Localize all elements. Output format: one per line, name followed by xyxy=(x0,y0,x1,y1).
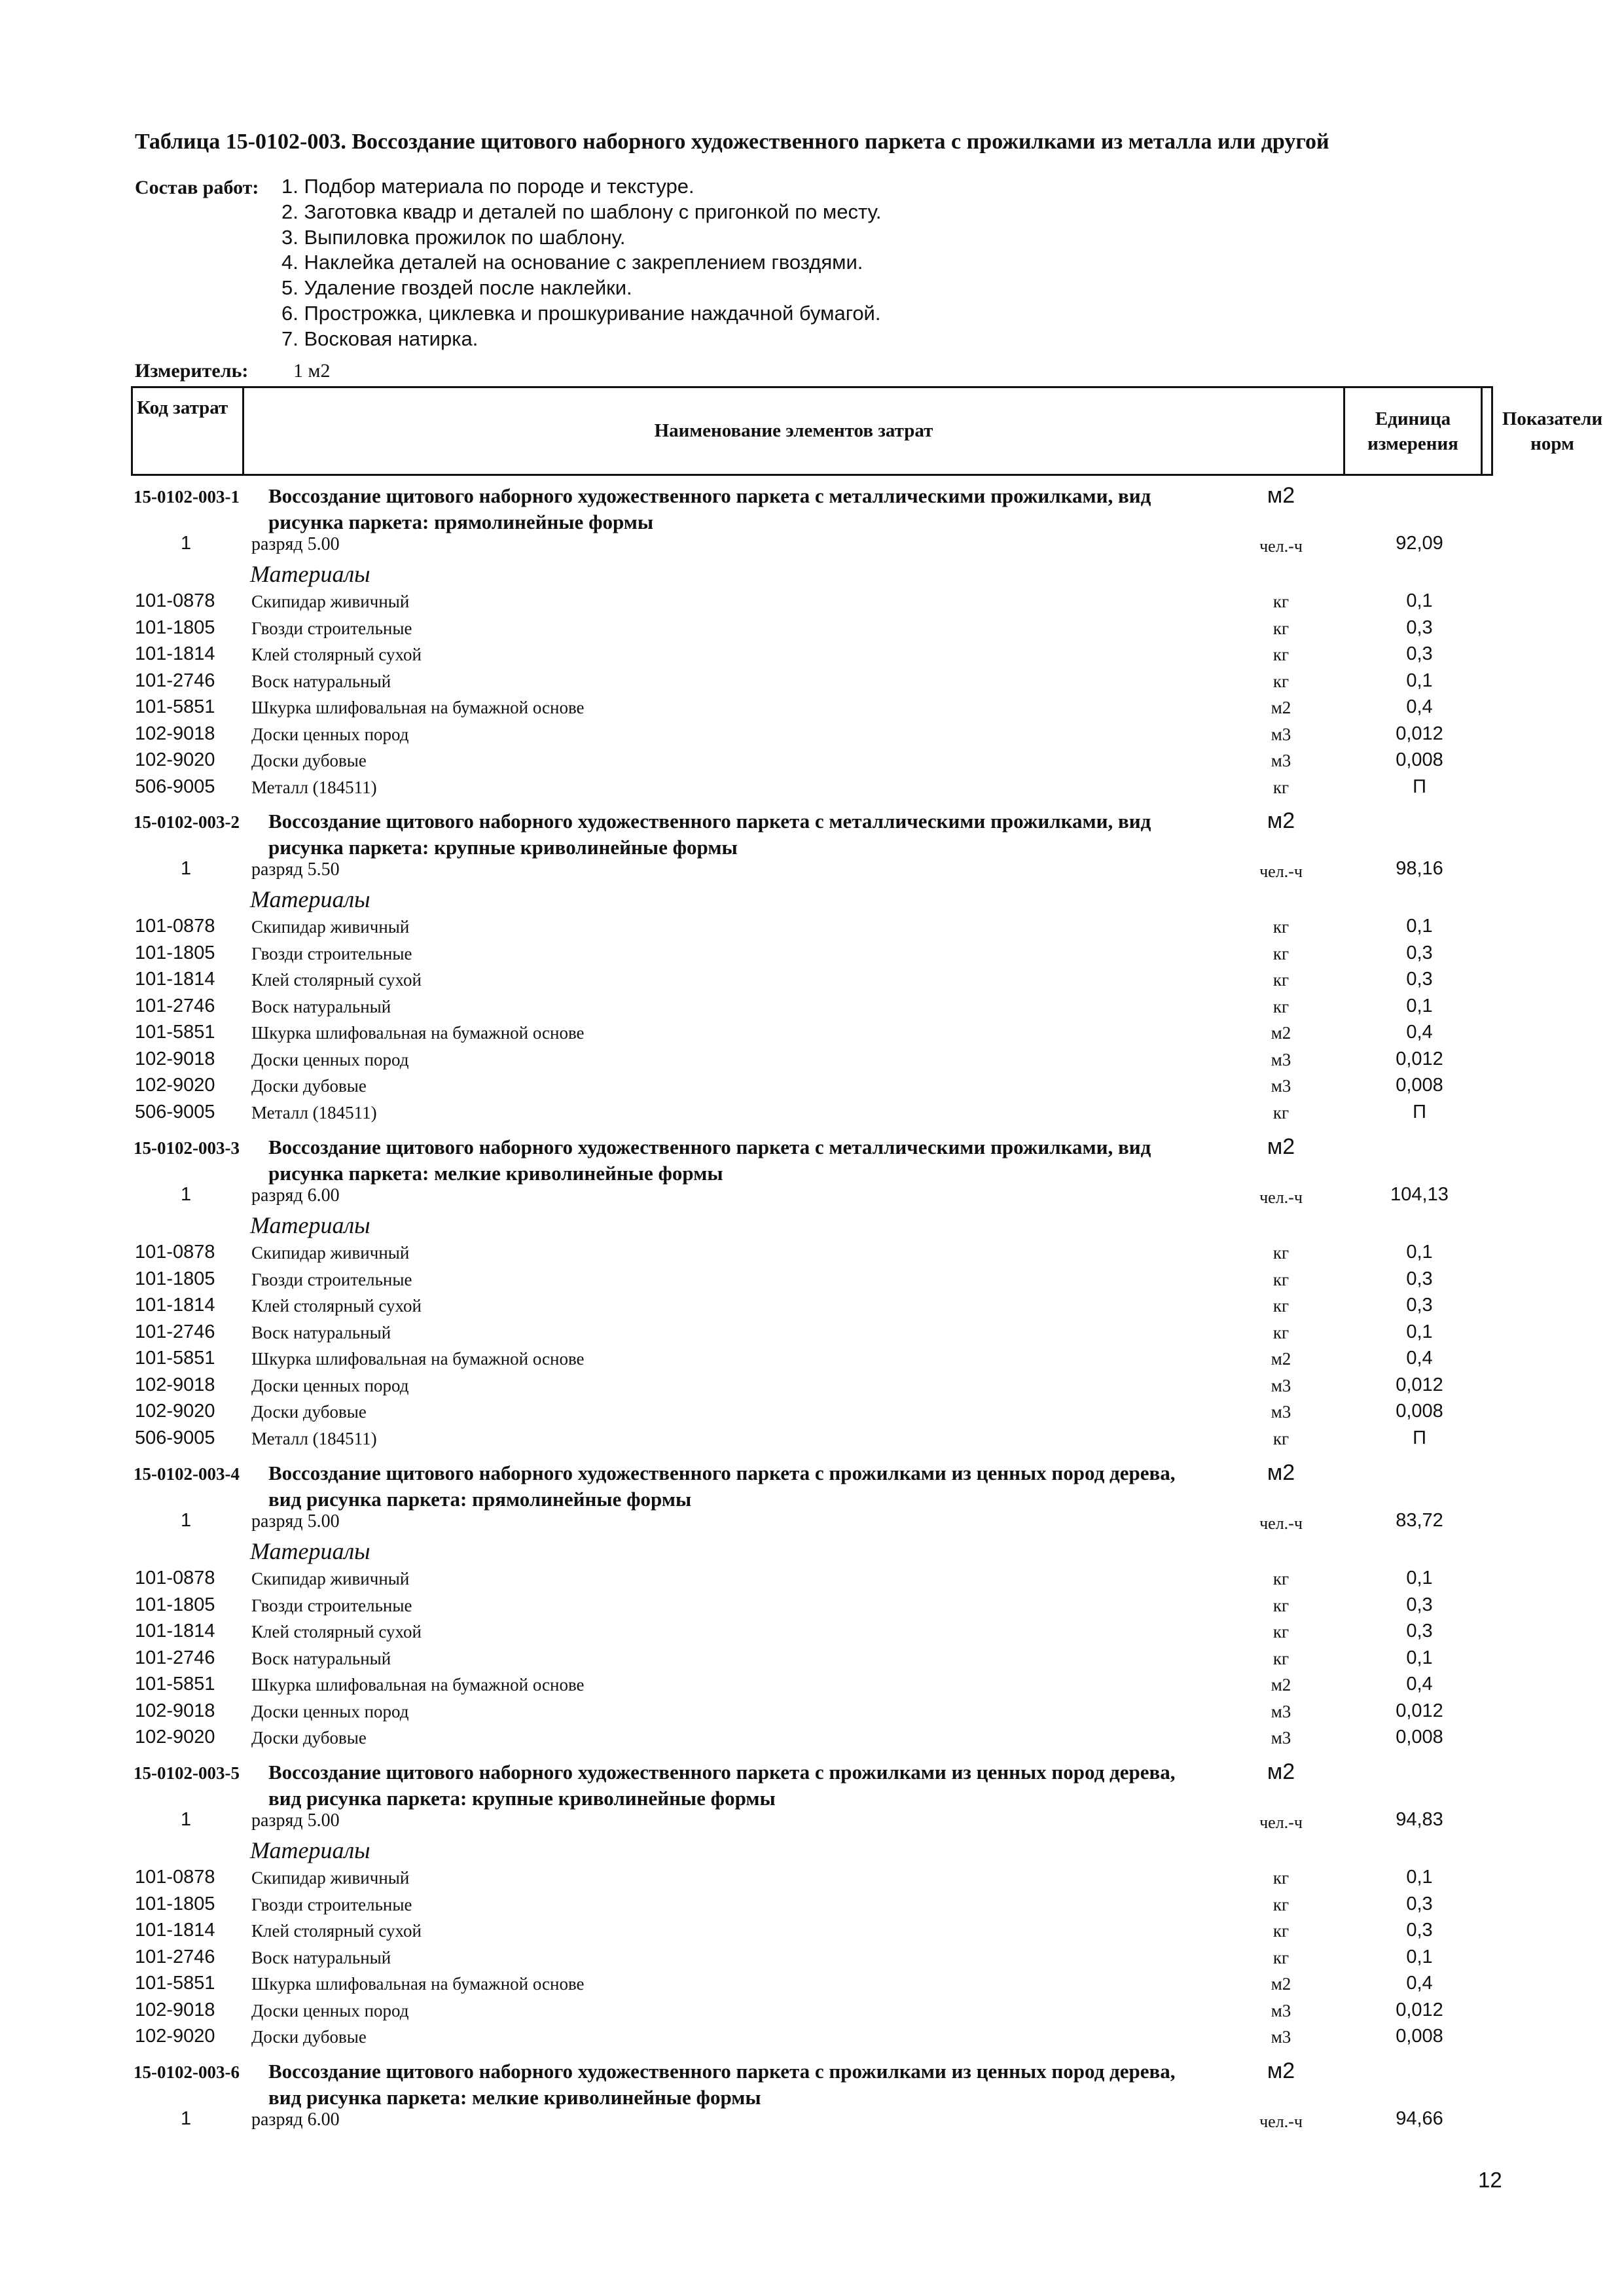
material-value: 0,4 xyxy=(1406,1348,1433,1369)
material-value: 0,3 xyxy=(1406,1594,1433,1615)
material-unit: кг xyxy=(1272,996,1290,1016)
material-value: 0,4 xyxy=(1406,1973,1433,1994)
labor-unit: чел.-ч xyxy=(1259,1813,1303,1832)
material-code: 101-1805 xyxy=(135,1893,215,1914)
material-name: Шкурка шлифовальная на бумажной основе xyxy=(251,1023,585,1043)
section-code: 15-0102-003-1 xyxy=(134,487,240,507)
meter-value: 1 м2 xyxy=(293,360,331,382)
material-code: 101-1814 xyxy=(135,1295,215,1316)
material-code: 506-9005 xyxy=(135,1427,215,1448)
material-value: 0,1 xyxy=(1406,1946,1433,1967)
materials-heading: Материалы xyxy=(250,886,370,912)
material-value: 0,1 xyxy=(1406,916,1433,937)
material-code: 101-2746 xyxy=(135,1647,215,1668)
material-name: Воск натуральный xyxy=(251,1947,391,1967)
labor-name: разряд 6.00 xyxy=(251,1185,340,1206)
material-name: Воск натуральный xyxy=(251,1322,391,1342)
material-unit: м3 xyxy=(1271,2027,1291,2047)
section-code: 15-0102-003-6 xyxy=(134,2062,240,2082)
labor-value: 94,66 xyxy=(1396,2108,1443,2129)
material-name: Доски дубовые xyxy=(251,2027,367,2047)
header-unit-label: Единица измерения xyxy=(1367,408,1458,454)
material-value: 0,4 xyxy=(1406,1022,1433,1043)
material-name: Доски дубовые xyxy=(251,1076,367,1096)
header-norm-cell xyxy=(1483,388,1622,474)
material-unit: кг xyxy=(1272,1894,1290,1914)
material-unit: м3 xyxy=(1271,1076,1291,1096)
labor-code: 1 xyxy=(181,858,192,879)
header-norm-label: Показатели норм xyxy=(1502,408,1603,454)
work-item: 5. Удаление гвоздей после наклейки. xyxy=(281,276,632,300)
labor-unit: чел.-ч xyxy=(1259,537,1303,556)
labor-unit: чел.-ч xyxy=(1259,862,1303,881)
work-item: 4. Наклейка деталей на основание с закреплением гвоздями. xyxy=(281,251,863,274)
material-value: 0,008 xyxy=(1396,1075,1443,1096)
material-value: 0,4 xyxy=(1406,1674,1433,1695)
labor-code: 1 xyxy=(181,2108,192,2129)
material-code: 102-9018 xyxy=(135,1374,215,1395)
material-value: П xyxy=(1413,1427,1426,1448)
labor-name: разряд 5.00 xyxy=(251,1511,340,1532)
labor-name: разряд 6.00 xyxy=(251,2109,340,2130)
material-name: Гвозди строительные xyxy=(251,1269,412,1289)
material-value: П xyxy=(1413,776,1426,797)
labor-value: 83,72 xyxy=(1396,1510,1443,1531)
material-unit: м3 xyxy=(1271,1375,1291,1395)
labor-unit: чел.-ч xyxy=(1259,2112,1303,2131)
material-unit: кг xyxy=(1272,970,1290,990)
material-name: Доски ценных пород xyxy=(251,2000,409,2020)
material-code: 102-9020 xyxy=(135,1727,215,1748)
material-name: Шкурка шлифовальная на бумажной основе xyxy=(251,1974,585,1994)
material-name: Металл (184511) xyxy=(251,1428,377,1448)
work-composition-list xyxy=(281,174,882,352)
material-unit: м3 xyxy=(1271,1701,1291,1721)
material-name: Шкурка шлифовальная на бумажной основе xyxy=(251,1349,585,1369)
material-unit: кг xyxy=(1272,917,1290,937)
section-code: 15-0102-003-5 xyxy=(134,1763,240,1783)
material-code: 101-0878 xyxy=(135,1242,215,1263)
section-name-line: Воссоздание щитового наборного художественного паркета с прожилками из ценных пород дерева, xyxy=(268,1761,1176,1784)
material-code: 101-1805 xyxy=(135,617,215,638)
material-code: 101-1814 xyxy=(135,1621,215,1641)
section-name-line: рисунка паркета: крупные криволинейные формы xyxy=(268,836,738,859)
material-code: 102-9018 xyxy=(135,1700,215,1721)
material-name: Металл (184511) xyxy=(251,1102,377,1122)
material-name: Клей столярный сухой xyxy=(251,1921,422,1941)
material-name: Доски ценных пород xyxy=(251,1701,409,1721)
material-value: 0,1 xyxy=(1406,590,1433,611)
material-unit: м3 xyxy=(1271,2000,1291,2020)
section-name-line: Воссоздание щитового наборного художественного паркета с металлическими прожилками, вид xyxy=(268,484,1151,507)
material-name: Доски ценных пород xyxy=(251,1049,409,1069)
labor-value: 98,16 xyxy=(1396,858,1443,879)
material-value: 0,012 xyxy=(1396,1700,1443,1721)
material-name: Доски дубовые xyxy=(251,1728,367,1748)
material-code: 101-1805 xyxy=(135,1594,215,1615)
work-composition-label: Состав работ: xyxy=(135,177,259,198)
material-code: 101-2746 xyxy=(135,670,215,691)
section-name-line: рисунка паркета: прямолинейные формы xyxy=(268,511,654,533)
labor-name: разряд 5.00 xyxy=(251,534,340,554)
table-title: Таблица 15-0102-003. Воссоздание щитового наборного художественного паркета с прожилками из металла или другой xyxy=(135,130,1329,154)
material-value: 0,3 xyxy=(1406,617,1433,638)
section-unit: м2 xyxy=(1267,808,1295,833)
material-unit: м3 xyxy=(1271,1402,1291,1422)
material-name: Клей столярный сухой xyxy=(251,1622,422,1641)
material-name: Гвозди строительные xyxy=(251,943,412,963)
material-code: 101-5851 xyxy=(135,1022,215,1043)
material-code: 101-0878 xyxy=(135,1568,215,1588)
section-name xyxy=(268,483,1151,535)
material-name: Шкурка шлифовальная на бумажной основе xyxy=(251,1675,585,1695)
material-code: 101-0878 xyxy=(135,1867,215,1888)
material-value: 0,012 xyxy=(1396,1999,1443,2020)
material-value: 0,1 xyxy=(1406,1647,1433,1668)
material-value: 0,008 xyxy=(1396,1727,1443,1748)
labor-name: разряд 5.00 xyxy=(251,1810,340,1831)
header-code-cell xyxy=(133,388,244,474)
materials-heading: Материалы xyxy=(250,1837,370,1863)
material-value: 0,3 xyxy=(1406,1295,1433,1316)
material-name: Скипидар живичный xyxy=(251,917,410,937)
material-code: 101-5851 xyxy=(135,696,215,717)
material-code: 101-2746 xyxy=(135,995,215,1016)
material-unit: кг xyxy=(1272,1921,1290,1941)
section-name-line: вид рисунка паркета: крупные криволинейные формы xyxy=(268,1787,776,1810)
material-unit: кг xyxy=(1272,592,1290,611)
material-name: Гвозди строительные xyxy=(251,1595,412,1615)
material-unit: кг xyxy=(1272,1102,1290,1122)
material-code: 101-2746 xyxy=(135,1946,215,1967)
material-unit: м2 xyxy=(1271,1675,1291,1695)
material-name: Воск натуральный xyxy=(251,996,391,1016)
labor-value: 92,09 xyxy=(1396,533,1443,554)
material-code: 102-9018 xyxy=(135,1048,215,1069)
material-code: 102-9020 xyxy=(135,1401,215,1422)
section-unit: м2 xyxy=(1267,1759,1295,1784)
material-value: 0,3 xyxy=(1406,1893,1433,1914)
material-value: 0,4 xyxy=(1406,696,1433,717)
material-code: 102-9020 xyxy=(135,1075,215,1096)
section-name-line: рисунка паркета: мелкие криволинейные формы xyxy=(268,1162,723,1185)
material-unit: кг xyxy=(1272,645,1290,664)
work-item: 2. Заготовка квадр и деталей по шаблону с пригонкой по месту. xyxy=(281,200,882,223)
section-name-line: вид рисунка паркета: мелкие криволинейные формы xyxy=(268,2086,761,2109)
material-name: Клей столярный сухой xyxy=(251,1296,422,1316)
materials-heading: Материалы xyxy=(250,1538,370,1564)
material-value: 0,012 xyxy=(1396,1048,1443,1069)
material-value: 0,3 xyxy=(1406,1621,1433,1641)
section-name xyxy=(268,1134,1151,1187)
labor-code: 1 xyxy=(181,1809,192,1830)
material-name: Скипидар живичный xyxy=(251,1868,410,1888)
section-name-line: вид рисунка паркета: прямолинейные формы xyxy=(268,1488,692,1511)
material-code: 102-9018 xyxy=(135,723,215,744)
material-value: 0,3 xyxy=(1406,1920,1433,1941)
material-value: 0,008 xyxy=(1396,749,1443,770)
section-name xyxy=(268,2058,1175,2111)
material-value: 0,1 xyxy=(1406,995,1433,1016)
labor-code: 1 xyxy=(181,1184,192,1205)
work-item: 3. Выпиловка прожилок по шаблону. xyxy=(281,225,626,249)
section-name-line: Воссоздание щитового наборного художественного паркета с металлическими прожилками, вид xyxy=(268,1136,1151,1158)
section-name-line: Воссоздание щитового наборного художественного паркета с прожилками из ценных пород дерева, xyxy=(268,2060,1176,2083)
section-unit: м2 xyxy=(1267,1134,1295,1159)
material-value: 0,3 xyxy=(1406,969,1433,990)
material-unit: м3 xyxy=(1271,751,1291,770)
section-name xyxy=(268,1460,1175,1513)
material-value: 0,1 xyxy=(1406,1568,1433,1588)
material-code: 102-9020 xyxy=(135,2026,215,2047)
section-code: 15-0102-003-3 xyxy=(134,1138,240,1158)
material-code: 101-0878 xyxy=(135,916,215,937)
material-value: 0,008 xyxy=(1396,2026,1443,2047)
material-code: 101-1805 xyxy=(135,1268,215,1289)
material-unit: м3 xyxy=(1271,1049,1291,1069)
material-unit: кг xyxy=(1272,1322,1290,1342)
material-unit: м2 xyxy=(1271,1974,1291,1994)
material-code: 101-1814 xyxy=(135,643,215,664)
meter-label: Измеритель: xyxy=(135,360,249,382)
labor-name: разряд 5.50 xyxy=(251,859,340,880)
section-name xyxy=(268,1759,1175,1812)
material-unit: кг xyxy=(1272,1595,1290,1615)
header-unit-cell xyxy=(1345,388,1483,474)
material-unit: кг xyxy=(1272,1868,1290,1888)
material-name: Клей столярный сухой xyxy=(251,970,422,990)
material-code: 101-5851 xyxy=(135,1973,215,1994)
material-value: 0,1 xyxy=(1406,1867,1433,1888)
material-name: Скипидар живичный xyxy=(251,1243,410,1263)
material-unit: кг xyxy=(1272,1428,1290,1448)
material-code: 506-9005 xyxy=(135,1101,215,1122)
table-header xyxy=(131,386,1603,476)
material-code: 102-9018 xyxy=(135,1999,215,2020)
material-unit: кг xyxy=(1272,1947,1290,1967)
material-name: Гвозди строительные xyxy=(251,1894,412,1914)
material-name: Шкурка шлифовальная на бумажной основе xyxy=(251,698,585,717)
header-name-cell xyxy=(244,388,1345,474)
material-value: 0,3 xyxy=(1406,643,1433,664)
header-name-label: Наименование элементов затрат xyxy=(654,420,933,441)
material-code: 101-2746 xyxy=(135,1321,215,1342)
labor-code: 1 xyxy=(181,533,192,554)
material-code: 101-1814 xyxy=(135,969,215,990)
material-name: Скипидар живичный xyxy=(251,1569,410,1588)
material-unit: кг xyxy=(1272,1569,1290,1588)
section-name-line: Воссоздание щитового наборного художественного паркета с прожилками из ценных пород дерева, xyxy=(268,1462,1176,1484)
work-item: 7. Восковая натирка. xyxy=(281,327,478,350)
material-name: Воск натуральный xyxy=(251,1648,391,1668)
material-value: П xyxy=(1413,1101,1426,1122)
material-unit: м2 xyxy=(1271,698,1291,717)
material-name: Металл (184511) xyxy=(251,777,377,797)
material-code: 101-5851 xyxy=(135,1674,215,1695)
labor-code: 1 xyxy=(181,1510,192,1531)
material-unit: кг xyxy=(1272,671,1290,691)
labor-value: 104,13 xyxy=(1390,1184,1449,1205)
materials-heading: Материалы xyxy=(250,1212,370,1238)
section-unit: м2 xyxy=(1267,2058,1295,2083)
material-unit: м2 xyxy=(1271,1349,1291,1369)
material-name: Воск натуральный xyxy=(251,671,391,691)
material-code: 102-9020 xyxy=(135,749,215,770)
material-name: Доски дубовые xyxy=(251,1402,367,1422)
material-value: 0,3 xyxy=(1406,1268,1433,1289)
material-unit: кг xyxy=(1272,1269,1290,1289)
material-code: 101-1814 xyxy=(135,1920,215,1941)
section-code: 15-0102-003-4 xyxy=(134,1464,240,1484)
work-item: 6. Прострожка, циклевка и прошкуривание наждачной бумагой. xyxy=(281,301,881,325)
material-unit: кг xyxy=(1272,1622,1290,1641)
header-code-label: Код затрат xyxy=(137,397,228,418)
labor-unit: чел.-ч xyxy=(1259,1514,1303,1533)
material-value: 0,1 xyxy=(1406,1321,1433,1342)
material-code: 101-1805 xyxy=(135,942,215,963)
material-code: 506-9005 xyxy=(135,776,215,797)
material-unit: кг xyxy=(1272,1243,1290,1263)
material-code: 101-5851 xyxy=(135,1348,215,1369)
material-unit: м2 xyxy=(1271,1023,1291,1043)
labor-unit: чел.-ч xyxy=(1259,1188,1303,1207)
section-unit: м2 xyxy=(1267,1460,1295,1485)
materials-heading: Материалы xyxy=(250,561,370,587)
page-number: 12 xyxy=(1478,2168,1502,2192)
material-value: 0,012 xyxy=(1396,723,1443,744)
section-name xyxy=(268,808,1151,861)
material-name: Доски ценных пород xyxy=(251,724,409,744)
material-code: 101-0878 xyxy=(135,590,215,611)
section-unit: м2 xyxy=(1267,483,1295,508)
material-name: Клей столярный сухой xyxy=(251,645,422,664)
material-value: 0,3 xyxy=(1406,942,1433,963)
section-code: 15-0102-003-2 xyxy=(134,812,240,832)
work-item: 1. Подбор материала по породе и текстуре. xyxy=(281,175,695,198)
material-value: 0,008 xyxy=(1396,1401,1443,1422)
material-name: Доски ценных пород xyxy=(251,1375,409,1395)
section-name-line: Воссоздание щитового наборного художественного паркета с металлическими прожилками, вид xyxy=(268,810,1151,833)
material-value: 0,012 xyxy=(1396,1374,1443,1395)
labor-value: 94,83 xyxy=(1396,1809,1443,1830)
material-unit: м3 xyxy=(1271,1728,1291,1748)
material-unit: кг xyxy=(1272,777,1290,797)
material-name: Скипидар живичный xyxy=(251,592,410,611)
material-name: Доски дубовые xyxy=(251,751,367,770)
material-value: 0,1 xyxy=(1406,670,1433,691)
material-unit: кг xyxy=(1272,618,1290,638)
material-unit: кг xyxy=(1272,1296,1290,1316)
material-name: Гвозди строительные xyxy=(251,618,412,638)
material-value: 0,1 xyxy=(1406,1242,1433,1263)
material-unit: кг xyxy=(1272,1648,1290,1668)
material-unit: кг xyxy=(1272,943,1290,963)
material-unit: м3 xyxy=(1271,724,1291,744)
